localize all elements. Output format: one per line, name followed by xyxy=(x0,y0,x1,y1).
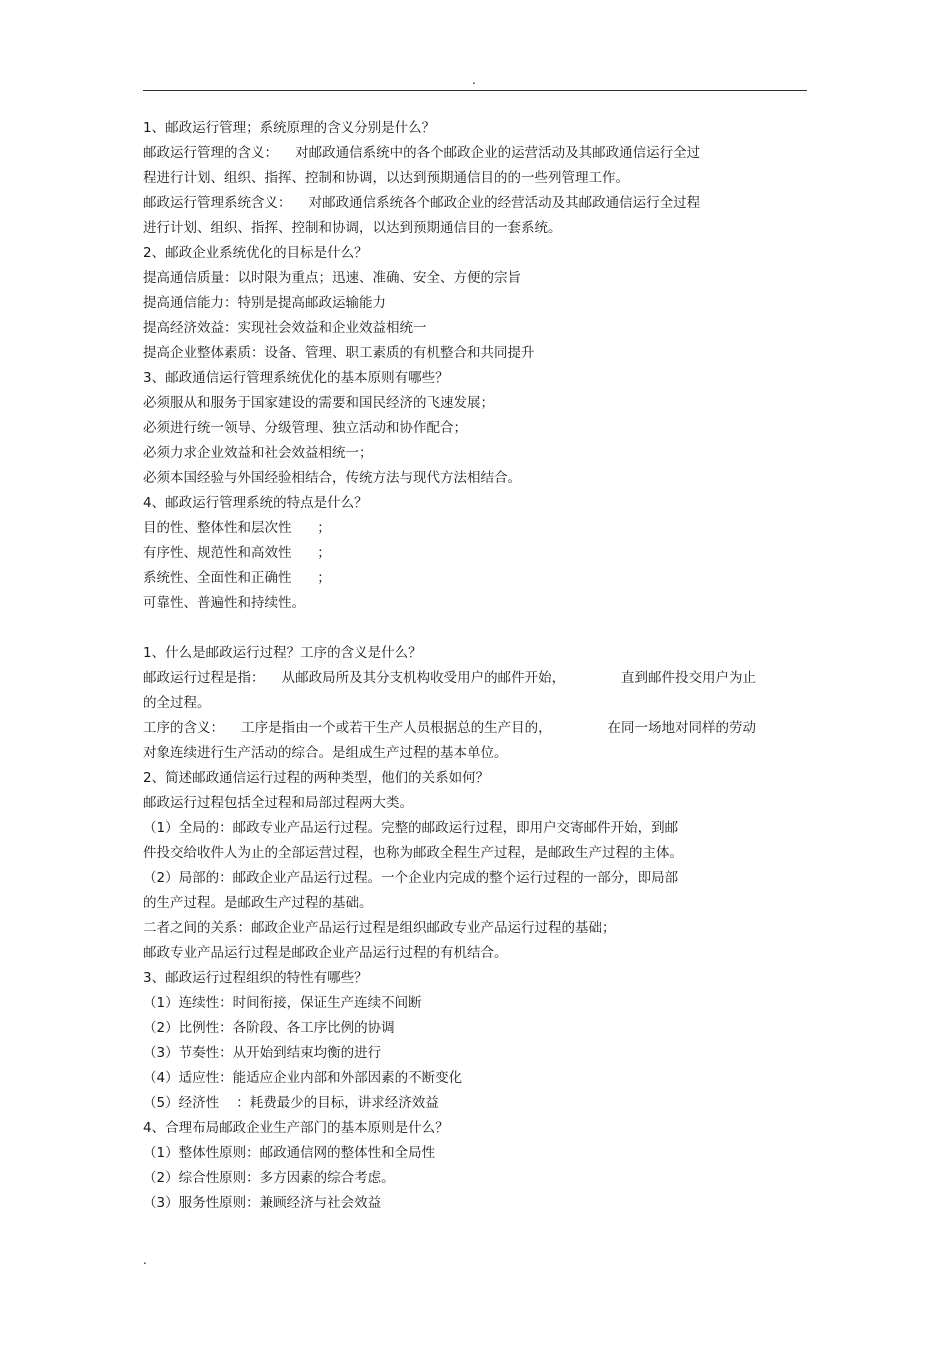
answer-line: 有序性、规范性和高效性 ； xyxy=(143,545,331,561)
answer-line: 目的性、整体性和层次性 ； xyxy=(143,520,331,536)
answer-line: （4）适应性：能适应企业内部和外部因素的不断变化 xyxy=(143,1070,463,1086)
question-3: 3、邮政通信运行管理系统优化的基本原则有哪些？ xyxy=(143,370,449,386)
answer-line: 提高经济效益：实现社会效益和企业效益相统一 xyxy=(143,320,427,336)
answer-line: 程进行计划、组织、指挥、控制和协调，以达到预期通信目的的一些列管理工作。 xyxy=(143,170,629,186)
answer-line: 必须服从和服务于国家建设的需要和国民经济的飞速发展； xyxy=(143,395,494,411)
answer-line: 系统性、全面性和正确性 ； xyxy=(143,570,331,586)
answer-line: （1）全局的：邮政专业产品运行过程。完整的邮政运行过程，即用户交寄邮件开始，到邮 xyxy=(143,820,679,836)
answer-line: 提高企业整体素质：设备、管理、职工素质的有机整合和共同提升 xyxy=(143,345,535,361)
footer-mark: . xyxy=(143,1253,147,1267)
answer-line: 提高通信能力：特别是提高邮政运输能力 xyxy=(143,295,386,311)
section-gap xyxy=(143,616,807,641)
question-2: 2、邮政企业系统优化的目标是什么？ xyxy=(143,245,368,261)
answer-line: （1）连续性：时间衔接，保证生产连续不间断 xyxy=(143,995,422,1011)
question-4: 4、邮政运行管理系统的特点是什么？ xyxy=(143,495,368,511)
header-rule xyxy=(143,90,807,91)
answer-line: 必须进行统一领导、分级管理、独立活动和协作配合； xyxy=(143,420,467,436)
answer-line: （3）节奏性：从开始到结束均衡的进行 xyxy=(143,1045,382,1061)
answer-line: 的全过程。 xyxy=(143,695,211,711)
question-4: 4、合理布局邮政企业生产部门的基本原则是什么？ xyxy=(143,1120,449,1136)
question-2: 2、简述邮政通信运行过程的两种类型，他们的关系如何？ xyxy=(143,770,490,786)
answer-line: （1）整体性原则：邮政通信网的整体性和全局性 xyxy=(143,1145,436,1161)
answer-line: （2）综合性原则：多方因素的综合考虑。 xyxy=(143,1170,395,1186)
question-3: 3、邮政运行过程组织的特性有哪些？ xyxy=(143,970,368,986)
header-mark: . xyxy=(472,73,476,87)
answer-line: 邮政运行管理系统含义： 对邮政通信系统各个邮政企业的经营活动及其邮政通信运行全过程 xyxy=(143,195,701,211)
answer-line: 邮政运行过程包括全过程和局部过程两大类。 xyxy=(143,795,413,811)
answer-line: 的生产过程。是邮政生产过程的基础。 xyxy=(143,895,373,911)
answer-line: （3）服务性原则：兼顾经济与社会效益 xyxy=(143,1195,382,1211)
answer-line: （2）局部的：邮政企业产品运行过程。一个企业内完成的整个运行过程的一部分，即局部 xyxy=(143,870,679,886)
answer-line: 必须本国经验与外国经验相结合，传统方法与现代方法相结合。 xyxy=(143,470,521,486)
answer-line: 提高通信质量：以时限为重点；迅速、准确、安全、方便的宗旨 xyxy=(143,270,521,286)
answer-line: （5）经济性 ：耗费最少的目标，讲求经济效益 xyxy=(143,1095,439,1111)
question-1: 1、什么是邮政运行过程？工序的含义是什么？ xyxy=(143,645,422,661)
answer-line: 可靠性、普遍性和持续性。 xyxy=(143,595,305,611)
answer-line: （2）比例性：各阶段、各工序比例的协调 xyxy=(143,1020,395,1036)
question-1: 1、邮政运行管理；系统原理的含义分别是什么？ xyxy=(143,120,436,136)
answer-line: 邮政专业产品运行过程是邮政企业产品运行过程的有机结合。 xyxy=(143,945,508,961)
document-body xyxy=(143,116,807,1216)
answer-line: 工序的含义： 工序是指由一个或若干生产人员根据总的生产目的， 在同一场地对同样的劳动 xyxy=(143,720,756,736)
answer-line: 进行计划、组织、指挥、控制和协调，以达到预期通信目的一套系统。 xyxy=(143,220,562,236)
section-system-management xyxy=(143,116,807,616)
answer-line: 二者之间的关系：邮政企业产品运行过程是组织邮政专业产品运行过程的基础； xyxy=(143,920,616,936)
answer-line: 对象连续进行生产活动的综合。是组成生产过程的基本单位。 xyxy=(143,745,508,761)
answer-line: 件投交给收件人为止的全部运营过程，也称为邮政全程生产过程，是邮政生产过程的主体。 xyxy=(143,845,683,861)
section-operation-process xyxy=(143,641,807,1216)
answer-line: 邮政运行过程是指： 从邮政局所及其分支机构收受用户的邮件开始， 直到邮件投交用户为止 xyxy=(143,670,756,686)
answer-line: 邮政运行管理的含义： 对邮政通信系统中的各个邮政企业的运营活动及其邮政通信运行全过 xyxy=(143,145,701,161)
answer-line: 必须力求企业效益和社会效益相统一； xyxy=(143,445,373,461)
